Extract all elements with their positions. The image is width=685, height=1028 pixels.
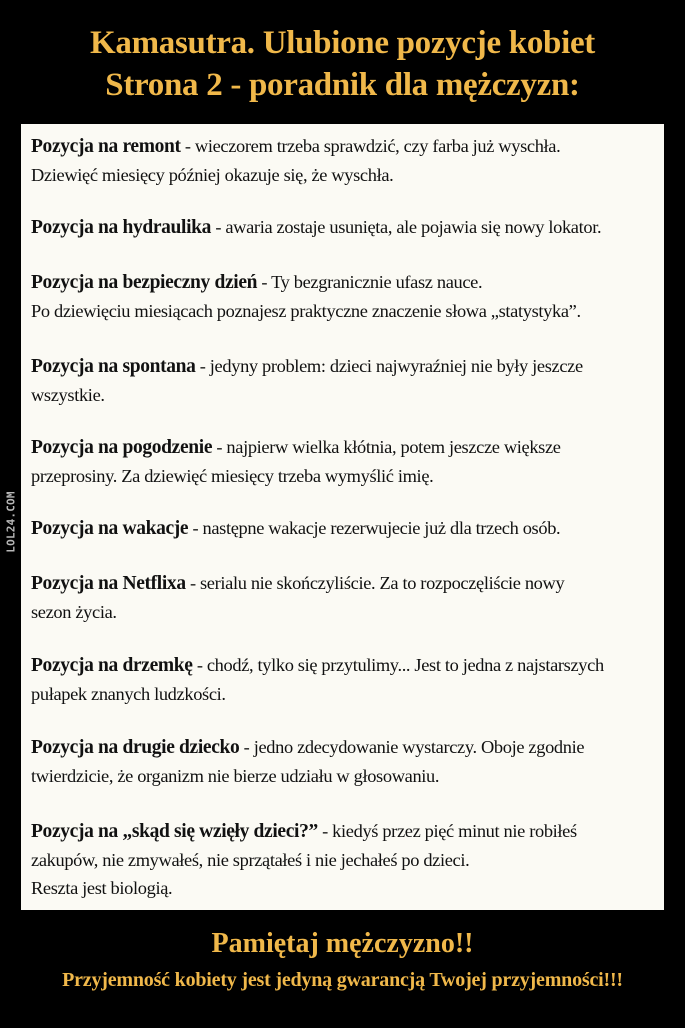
watermark-text: LOL24.COM	[4, 491, 18, 553]
item-text: Po dziewięciu miesiącach poznajesz praktyczne znaczenie słowa „statystyka”.	[31, 301, 581, 321]
item-text: twierdzicie, że organizm nie bierze udziału w głosowaniu.	[31, 766, 440, 786]
item-text: Reszta jest biologią.	[31, 878, 173, 898]
item-text: wszystkie.	[31, 385, 105, 405]
item-text: - jedno zdecydowanie wystarczy. Oboje zgodnie	[239, 737, 585, 757]
item-title: Pozycja na Netflixa	[31, 573, 186, 594]
title-line-2: Strona 2 - poradnik dla mężczyzn:	[105, 67, 580, 103]
item-title: Pozycja na bezpieczny dzień	[31, 272, 258, 293]
item-title: Pozycja na drzemkę	[31, 655, 193, 676]
item-text: - serialu nie skończyliście. Za to rozpoczęliście nowy	[185, 573, 565, 593]
item-text: sezon życia.	[31, 602, 117, 622]
item-title: Pozycja na drugie dziecko	[31, 737, 240, 758]
item-text: - chodź, tylko się przytulimy... Jest to jedna z najstarszych	[192, 655, 604, 675]
footer-subline: Przyjemność kobiety jest jedyną gwarancją Twojej przyjemności!!!	[62, 969, 623, 991]
item-text: - Ty bezgranicznie ufasz nauce.	[257, 272, 483, 292]
page-title	[0, 22, 685, 106]
list-item	[31, 433, 661, 490]
list-item	[31, 651, 661, 708]
item-title: Pozycja na remont	[31, 136, 181, 157]
list-item	[31, 817, 661, 902]
list-item	[31, 213, 661, 242]
list-item	[31, 733, 661, 790]
item-title: Pozycja na hydraulika	[31, 217, 212, 238]
item-text: pułapek znanych ludzkości.	[31, 684, 226, 704]
item-text: przeprosiny. Za dziewięć miesięcy trzeba wymyślić imię.	[31, 466, 434, 486]
content-panel	[21, 124, 664, 910]
list-item	[31, 132, 661, 189]
item-text: - następne wakacje rezerwujecie już dla trzech osób.	[188, 518, 561, 538]
watermark	[2, 482, 20, 562]
list-item	[31, 569, 661, 626]
item-text: Dziewięć miesięcy później okazuje się, że wyschła.	[31, 165, 394, 185]
item-title: Pozycja na pogodzenie	[31, 437, 213, 458]
item-text: zakupów, nie zmywałeś, nie sprzątałeś i nie jechałeś po dzieci.	[31, 850, 470, 870]
item-text: - najpierw wielka kłótnia, potem jeszcze większe	[212, 437, 561, 457]
item-title: Pozycja na spontana	[31, 356, 196, 377]
title-line-1: Kamasutra. Ulubione pozycje kobiet	[90, 25, 595, 61]
item-text: - kiedyś przez pięć minut nie robiłeś	[317, 821, 577, 841]
item-text: - jedyny problem: dzieci najwyraźniej nie były jeszcze	[195, 356, 583, 376]
list-item	[31, 268, 661, 325]
item-title: Pozycja na „skąd się wzięły dzieci?”	[31, 821, 318, 842]
item-title: Pozycja na wakacje	[31, 518, 189, 539]
list-item	[31, 352, 661, 409]
footer-headline: Pamiętaj mężczyzno!!	[211, 928, 474, 959]
item-text: - wieczorem trzeba sprawdzić, czy farba już wyschła.	[180, 136, 561, 156]
item-text: - awaria zostaje usunięta, ale pojawia się nowy lokator.	[211, 217, 602, 237]
list-item	[31, 514, 661, 543]
